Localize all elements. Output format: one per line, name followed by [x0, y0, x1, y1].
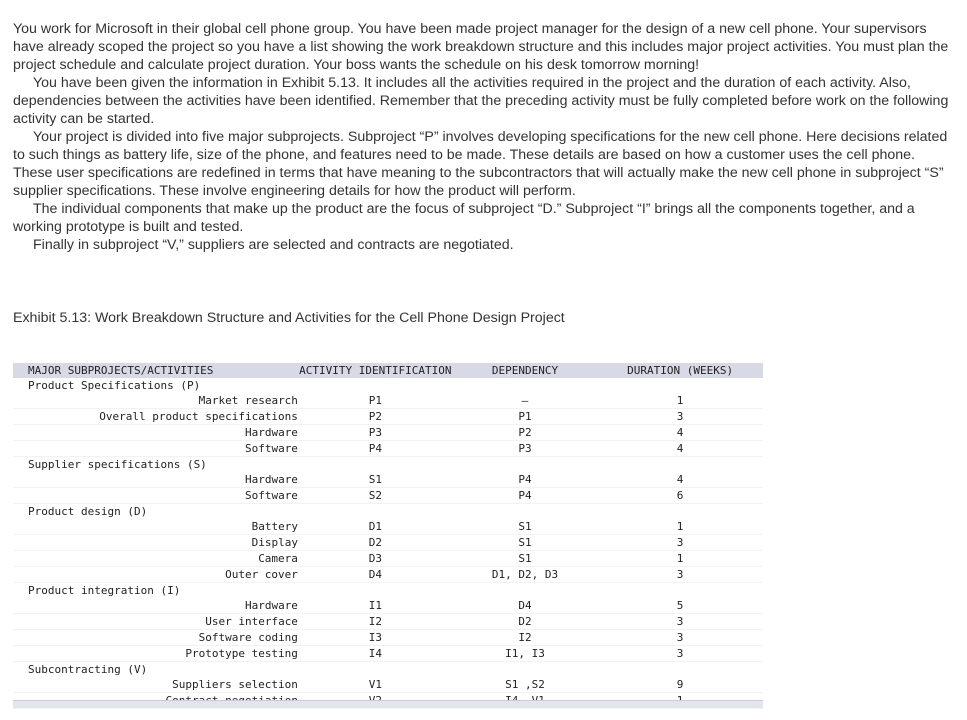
activity-id: D2: [298, 535, 453, 551]
table-row: [13, 393, 763, 409]
activity-name: Battery: [13, 519, 298, 535]
activity-name: Prototype testing: [13, 646, 298, 662]
table-row: [13, 472, 763, 488]
paragraph-exhibit-info: You have been given the information in Exhibit 5.13. It includes all the activities required in the project and the duration of each activity. Also, dependencies between the activities have been identified. Remember that the preceding activity must be fully completed before work on the following activity can be started.: [13, 75, 949, 127]
table-row: [13, 425, 763, 441]
activity-name: Market research: [13, 393, 298, 409]
activity-duration: 3: [597, 535, 763, 551]
activity-name: Overall product specifications: [13, 409, 298, 425]
header-subprojects: MAJOR SUBPROJECTS/ACTIVITIES: [13, 363, 298, 378]
activity-dependency: P3: [453, 441, 597, 457]
activity-name: Hardware: [13, 425, 298, 441]
activity-dependency: S1: [453, 551, 597, 567]
subproject-row-d: [13, 504, 763, 520]
activity-dependency: P4: [453, 472, 597, 488]
activity-dependency: P4: [453, 488, 597, 504]
table-row: [13, 567, 763, 583]
activity-dependency: I2: [453, 630, 597, 646]
paragraph-components: The individual components that make up the product are the focus of subproject “D.” Subproject “I” brings all the components together, and a working prototype is built and tested.: [13, 201, 915, 235]
activity-id: I3: [298, 630, 453, 646]
activity-duration: 3: [597, 409, 763, 425]
activity-duration: 3: [597, 646, 763, 662]
subproject-row-s: [13, 457, 763, 473]
subproject-title: Product design (D): [28, 505, 148, 518]
subproject-title: Product Specifications (P): [28, 379, 201, 392]
activity-id: D4: [298, 567, 453, 583]
activity-duration: 1: [597, 393, 763, 409]
activity-id: I1: [298, 598, 453, 614]
activity-dependency: D1, D2, D3: [453, 567, 597, 583]
activity-duration: 4: [597, 472, 763, 488]
header-dependency: DEPENDENCY: [453, 363, 597, 378]
subproject-title: Product integration (I): [28, 584, 181, 597]
activity-id: I2: [298, 614, 453, 630]
paragraph-intro: You work for Microsoft in their global cell phone group. You have been made project manager for the design of a new cell phone. Your supervisors have already scoped the project so you have a list showing the work breakdown structure and this includes major project activities. You must plan the project schedule and calculate project duration. Your boss wants the schedule on his desk tomorrow morning!: [13, 21, 949, 73]
paragraph-subprojects: Your project is divided into five major subprojects. Subproject “P” involves developing specifications for the new cell phone. Here decisions related to such things as battery life, size of the phone, and features need to be made. These details are based on how a customer uses the cell phone. These user specifications are redefined in terms that have meaning to the subcontractors that will actually make the new cell phone in subproject “S” supplier specifications. These involve engineering details for how the product will perform.: [13, 129, 948, 199]
activity-name: Camera: [13, 551, 298, 567]
activity-dependency: P2: [453, 425, 597, 441]
activity-id: P3: [298, 425, 453, 441]
activity-id: P2: [298, 409, 453, 425]
subproject-row-p: [13, 378, 763, 393]
activity-name: Display: [13, 535, 298, 551]
activity-name: Suppliers selection: [13, 677, 298, 693]
activity-duration: 3: [597, 630, 763, 646]
activity-dependency: P1: [453, 409, 597, 425]
table-bottom-rule: [13, 700, 763, 708]
activity-dependency: S1: [453, 535, 597, 551]
activity-duration: 5: [597, 598, 763, 614]
activity-duration: 3: [597, 614, 763, 630]
activity-id: I4: [298, 646, 453, 662]
activity-duration: 1: [597, 519, 763, 535]
activity-dependency: S1: [453, 519, 597, 535]
activity-id: V1: [298, 677, 453, 693]
activity-duration: 3: [597, 567, 763, 583]
activity-dependency: S1 ,S2: [453, 677, 597, 693]
table-row: [13, 488, 763, 504]
activity-duration: 9: [597, 677, 763, 693]
activity-name: Software: [13, 488, 298, 504]
table-row: [13, 535, 763, 551]
activity-duration: 4: [597, 425, 763, 441]
activity-id: P1: [298, 393, 453, 409]
activity-dependency: —: [453, 393, 597, 409]
subproject-row-v: [13, 662, 763, 678]
table-row: [13, 677, 763, 693]
problem-statement: [13, 20, 953, 254]
header-activity-id: ACTIVITY IDENTIFICATION: [299, 364, 452, 377]
activity-duration: 1: [597, 551, 763, 567]
activity-dependency: D2: [453, 614, 597, 630]
activity-dependency: I1, I3: [453, 646, 597, 662]
subproject-title: Supplier specifications (S): [28, 458, 207, 471]
activity-duration: 6: [597, 488, 763, 504]
table-row: [13, 646, 763, 662]
table-row: [13, 441, 763, 457]
activity-name: Hardware: [13, 598, 298, 614]
activity-dependency: D4: [453, 598, 597, 614]
activity-id: S2: [298, 488, 453, 504]
table-row: [13, 409, 763, 425]
wbs-table: [13, 363, 763, 709]
activity-name: Hardware: [13, 472, 298, 488]
activity-id: D1: [298, 519, 453, 535]
table-row: [13, 630, 763, 646]
table-row: [13, 519, 763, 535]
header-duration: DURATION (WEEKS): [597, 363, 763, 378]
subproject-row-i: [13, 583, 763, 599]
activity-duration: 4: [597, 441, 763, 457]
activity-id: P4: [298, 441, 453, 457]
paragraph-subcontracting: Finally in subproject “V,” suppliers are selected and contracts are negotiated.: [33, 237, 514, 253]
activity-id: D3: [298, 551, 453, 567]
table-header-row: [13, 363, 763, 378]
exhibit-title: Exhibit 5.13: Work Breakdown Structure and Activities for the Cell Phone Design Project: [13, 310, 565, 326]
activity-name: Software coding: [13, 630, 298, 646]
activity-id: S1: [298, 472, 453, 488]
table-row: [13, 614, 763, 630]
table-row: [13, 551, 763, 567]
table-row: [13, 598, 763, 614]
activity-name: User interface: [13, 614, 298, 630]
activity-name: Outer cover: [13, 567, 298, 583]
subproject-title: Subcontracting (V): [28, 663, 148, 676]
activity-name: Software: [13, 441, 298, 457]
